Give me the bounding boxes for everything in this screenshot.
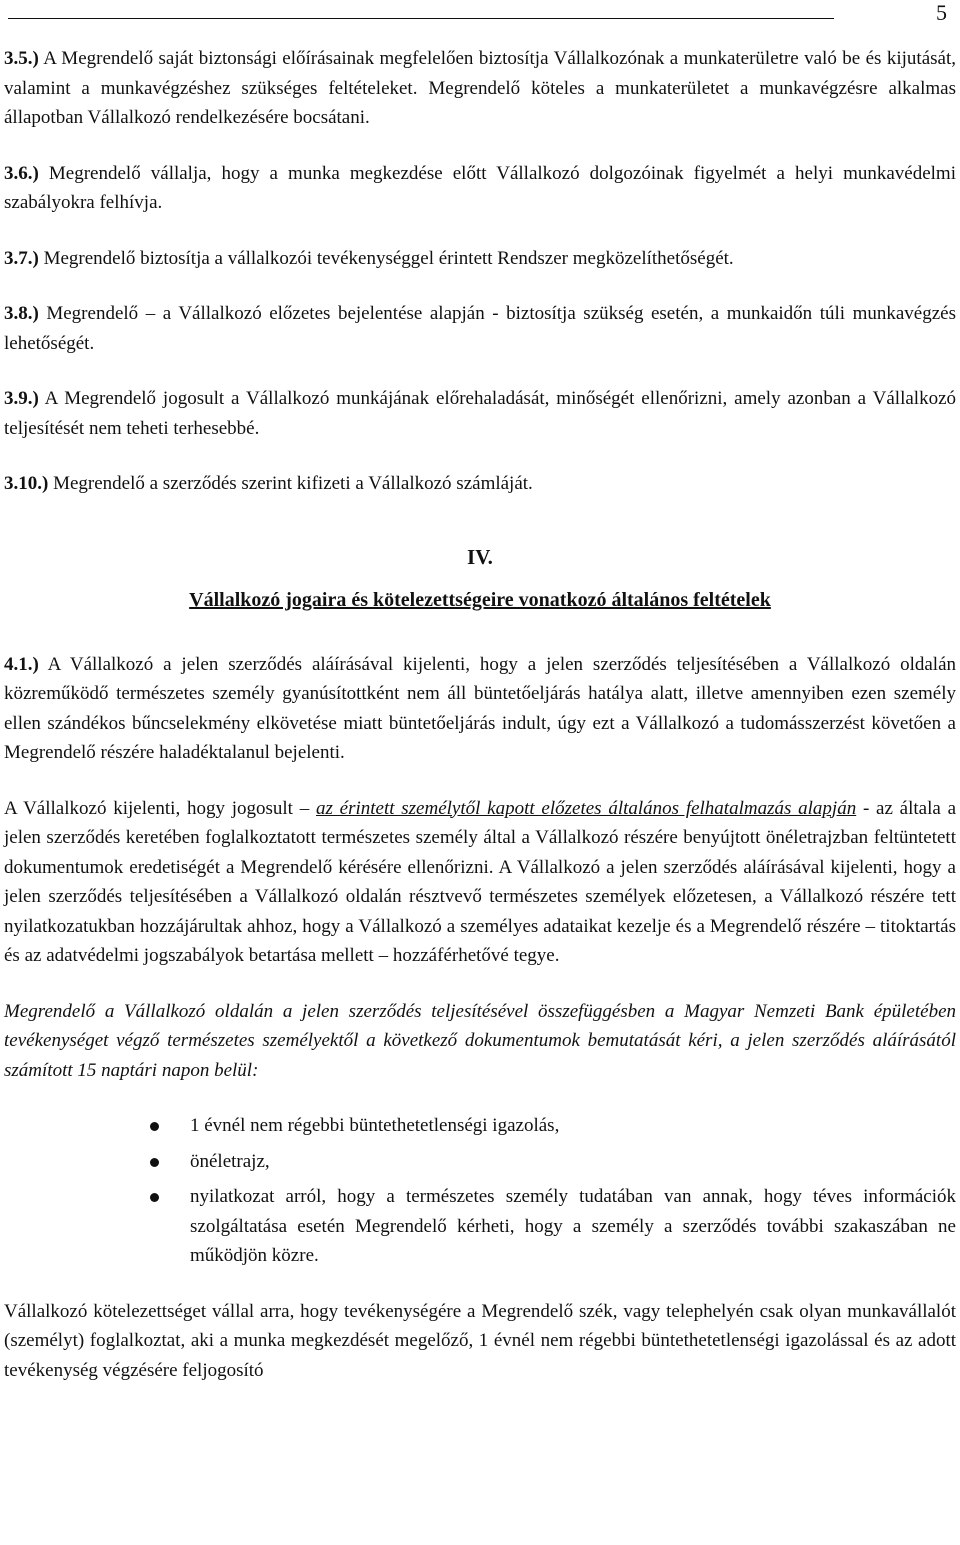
- clause-3-9: [4, 384, 956, 443]
- clause-3-8: [4, 299, 956, 358]
- clause-text: A Vállalkozó a jelen szerződés aláírásával kijelenti, hogy a jelen szerződés teljesítésében a Vállalkozó oldalán közreműködő természetes személy gyanúsítottként nem áll büntetőeljárás hatálya alatt, illetve amennyiben ezen személy ellen szándékos bűncselekmény elkövetése miatt büntetőeljárás indult, úgy ezt a Vállalkozó a tudomásszerzést követően a Megrendelő részére haladéktalanul bejelenti.: [4, 653, 956, 763]
- bullet-icon: [150, 1122, 159, 1131]
- list-item: 1 évnél nem régebbi büntethetetlenségi igazolás,: [4, 1111, 956, 1141]
- clause-text: Megrendelő a szerződés szerint kifizeti a Vállalkozó számláját.: [48, 473, 533, 494]
- header-rule: [8, 18, 834, 19]
- section-number: IV.: [467, 544, 493, 569]
- paragraph-obligation: Vállalkozó kötelezettséget vállal arra, hogy tevékenységére a Megrendelő szék, vagy telephelyén csak olyan munkavállalót (személyt) foglalkoztat, aki a munka megkezdését megelőző, 1 évnél nem régebbi büntethetetlenségi igazolással és az adott tevékenység végzésére feljogosító: [4, 1300, 956, 1381]
- clause-3-5: [4, 44, 956, 133]
- clause-number: 3.9.): [4, 388, 39, 409]
- clause-number: 3.5.): [4, 48, 39, 69]
- clause-4-1: [4, 650, 956, 768]
- list-item: nyilatkozat arról, hogy a természetes személy tudatában van annak, hogy téves információk szolgáltatása esetén Megrendelő kérheti, hogy a személy a szerződés további szakaszában ne működjön közre.: [4, 1182, 956, 1271]
- clause-3-6: [4, 159, 956, 218]
- paragraph-text: - az általa a jelen szerződés keretében foglalkoztatott természetes személy által a Vállalkozó részére benyújtott önéletrajzban feltüntetett dokumentumok eredetiségét a Megrendelő kérésére ellenőrizni. A Vállalkozó a jelen szerződés aláírásával kijelenti, hogy a jelen szerződés teljesítésében a Vállalkozó oldalán résztvevő természetes személyek előzetesen, a Vállalkozó részére tett nyilatkozatukban hozzájárultak ahhoz, hogy a Vállalkozó a személyes adataikat kezelje és a Megrendelő részére – titoktartás és az adatvédelmi jogszabályok betartása mellett – hozzáférhetővé tegye.: [4, 797, 956, 966]
- paragraph-documents-request: Megrendelő a Vállalkozó oldalán a jelen szerződés teljesítésével összefüggésben a Magyar Nemzeti Bank épületében tevékenységet végző természetes személyektől a következő dokumentumok bemutatását kéri, a jelen szerződés aláírásától számított 15 naptári napon belül:: [4, 1000, 956, 1081]
- clause-number: 3.8.): [4, 303, 39, 324]
- bullet-icon: [150, 1158, 159, 1167]
- clause-3-10: [4, 469, 956, 499]
- clause-text: A Megrendelő saját biztonsági előírásainak megfelelően biztosítja Vállalkozónak a munkaterületre való be és kijutását, valamint a munkavégzéshez szükséges feltételeket. Megrendelő köteles a munkaterületet a munkavégzésre alkalmas állapotban Vállalkozó rendelkezésére bocsátani.: [4, 48, 956, 128]
- list-item: önéletrajz,: [4, 1147, 956, 1177]
- clause-text: Megrendelő biztosítja a vállalkozói tevékenységgel érintett Rendszer megközelíthetőségét.: [38, 247, 734, 269]
- clause-text: Megrendelő – a Vállalkozó előzetes bejelentése alapján - biztosítja szükség esetén, a munkaidőn túli munkavégzés lehetőségét.: [4, 303, 956, 354]
- paragraph-consent: [4, 794, 956, 971]
- document-body: [4, 44, 956, 1411]
- clause-number: 4.1.): [4, 653, 39, 675]
- clause-number: 3.10.): [4, 473, 49, 494]
- paragraph-text: A Vállalkozó kijelenti, hogy jogosult –: [4, 797, 316, 819]
- section-title: Vállalkozó jogaira és kötelezettségeire vonatkozó általános feltételek: [189, 589, 771, 611]
- page-number: 5: [936, 0, 947, 25]
- italic-underlined-text: az érintett személytől kapott előzetes általános felhatalmazás alapján: [315, 797, 857, 819]
- bullet-icon: [150, 1193, 159, 1202]
- clause-number: 3.6.): [4, 162, 39, 184]
- clause-3-7: [4, 244, 956, 274]
- clause-number: 3.7.): [4, 247, 39, 269]
- bullet-list: [4, 1111, 956, 1271]
- clause-text: Megrendelő vállalja, hogy a munka megkezdése előtt Vállalkozó dolgozóinak figyelmét a helyi munkavédelmi szabályokra felhívja.: [4, 162, 956, 213]
- clause-text: A Megrendelő jogosult a Vállalkozó munkájának előrehaladását, minőségét ellenőrizni, amely azonban a Vállalkozó teljesítését nem teheti terhesebbé.: [4, 388, 956, 439]
